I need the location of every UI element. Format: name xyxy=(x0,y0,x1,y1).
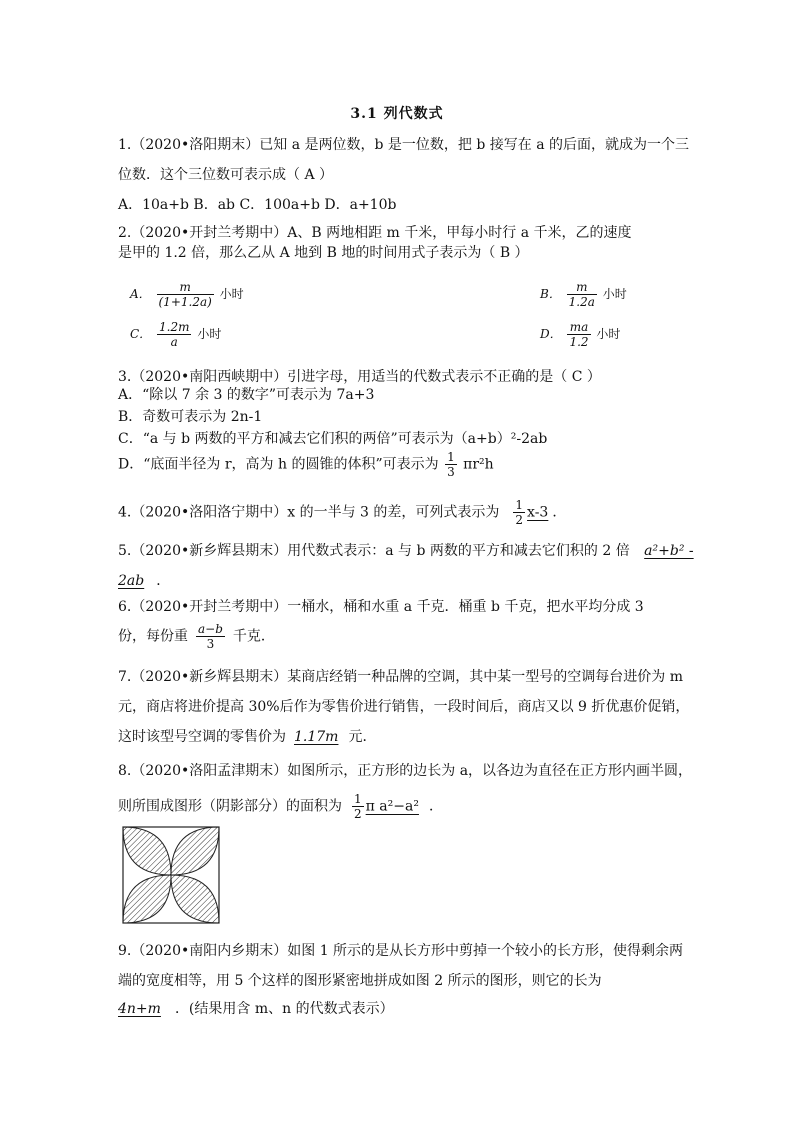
q9-line3: 4n+m ．(结果用含 m、n 的代数式表示） xyxy=(118,1001,394,1017)
fraction: $\frac{1}{3}$ xyxy=(447,450,455,479)
fraction: $\frac{ma}{1.2}$ xyxy=(569,320,589,349)
q1-line2: 位数．这个三位数可表示成（ A ） xyxy=(118,167,334,183)
q7-line1: 7.（2020•新乡辉县期末）某商店经销一种品牌的空调，其中某一型号的空调每台进价为 m xyxy=(118,669,683,685)
page-title: 3.1 列代数式 xyxy=(350,106,444,122)
q7-line3: 这时该型号空调的零售价为 1.17m 元． xyxy=(118,729,377,745)
fraction: $\frac{a-b}{3}$ xyxy=(198,622,223,651)
q5-line2: 2ab ． xyxy=(118,573,171,589)
q2-option-c: C． $\frac{1.2m}{a}$ 小时 xyxy=(130,320,222,349)
q9-line2: 端的宽度相等，用 5 个这样的图形紧密地拼成如图 2 所示的图形，则它的长为 xyxy=(118,973,602,989)
q2-option-b: B． $\frac{m}{1.2a}$ 小时 xyxy=(540,280,627,309)
fraction: $\frac{m}{1.2a}$ xyxy=(568,280,595,309)
q1-options: A．10a+b B．ab C．100a+b D．a+10b xyxy=(118,197,397,213)
q3-option-c: C．“a 与 b 两数的平方和减去它们积的两倍”可表示为（a+b）²-2ab xyxy=(118,431,548,447)
fraction: $\frac{1}{2}$ xyxy=(354,792,362,821)
q4-answer: $\frac{1}{2}$ x-3 xyxy=(515,498,549,527)
q5-answer-part1: a²+b² - xyxy=(644,543,694,559)
q3-option-b: B．奇数可表示为 2n-1 xyxy=(118,409,263,425)
q1-line1: 1.（2020•洛阳期末）已知 a 是两位数，b 是一位数，把 b 接写在 a 的后面，就成为一个三 xyxy=(118,137,690,153)
q9-line1: 9.（2020•南阳内乡期末）如图 1 所示的是从长方形中剪掉一个较小的长方形，使得剩余两 xyxy=(118,943,684,959)
q8-line2: 则所围成图形（阴影部分）的面积为 $\frac{1}{2}$ π a²−a² ． xyxy=(118,792,443,821)
q6-line1: 6.（2020•开封兰考期中）一桶水，桶和水重 a 千克．桶重 b 千克，把水平均分成 3 xyxy=(118,599,644,615)
q7-answer: 1.17m xyxy=(294,729,339,745)
q2-option-a: A． $\frac{m}{(1+1.2a)}$ 小时 xyxy=(130,280,244,309)
q7-line2: 元，商店将进价提高 30%后作为零售价进行销售，一段时间后，商店又以 9 折优惠价促销， xyxy=(118,699,690,715)
fraction: $\frac{m}{(1+1.2a)}$ xyxy=(158,280,212,309)
q2-line2: 是甲的 1.2 倍，那么乙从 A 地到 B 地的时间用式子表示为（ B ） xyxy=(118,245,529,261)
q6-answer xyxy=(188,622,233,651)
q3-option-d: D．“底面半径为 r，高为 h 的圆锥的体积”可表示为 $\frac{1}{3}$ πr²h xyxy=(118,450,494,479)
square-semicircles-figure xyxy=(122,826,220,924)
q2-line1: 2.（2020•开封兰考期中）A、B 两地相距 m 千米，甲每小时行 a 千米，乙的速度 xyxy=(118,225,632,241)
q5-line1: 5.（2020•新乡辉县期末）用代数式表示：a 与 b 两数的平方和减去它们积的 2 倍 a²+b² - xyxy=(118,543,694,559)
fraction: $\frac{1.2m}{a}$ xyxy=(159,320,190,349)
q8-answer: $\frac{1}{2}$ π a²−a² xyxy=(354,792,419,821)
q9-answer: 4n+m xyxy=(118,1001,161,1017)
q6-line2: 份，每份重 $\frac{a-b}{3}$ 千克． xyxy=(118,622,275,651)
q8-line1: 8.（2020•洛阳孟津期末）如图所示，正方形的边长为 a，以各边为直径在正方形内画半圆， xyxy=(118,763,693,779)
q3-option-a: A．“除以 7 余 3 的数字”可表示为 7a+3 xyxy=(118,387,375,403)
fraction: $\frac{1}{2}$ xyxy=(515,498,524,527)
q5-answer-part2: 2ab xyxy=(118,573,145,589)
q2-option-d: D． $\frac{ma}{1.2}$ 小时 xyxy=(540,320,621,349)
q3-line1: 3.（2020•南阳西峡期中）引进字母，用适当的代数式表示不正确的是（ C ） xyxy=(118,369,601,385)
q4-line: 4.（2020•洛阳洛宁期中）x 的一半与 3 的差，可列式表示为 $\frac{1}{2}$ x-3 ． xyxy=(118,498,567,527)
